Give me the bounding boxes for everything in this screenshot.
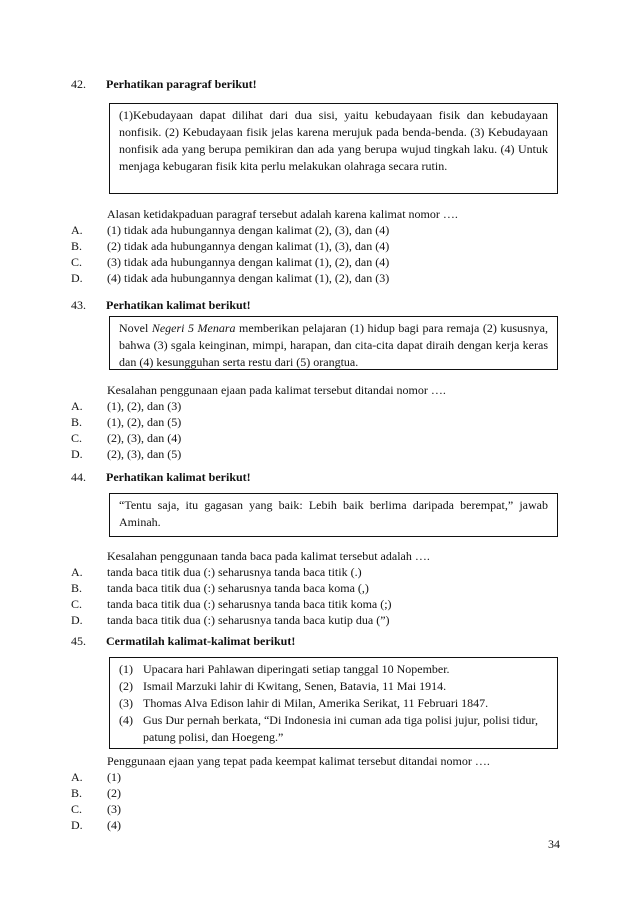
question-number: 43. [71, 298, 86, 312]
option-text: tanda baca titik dua (:) seharusnya tanda baca koma (,) [107, 581, 369, 595]
option-text: (4) [107, 818, 121, 832]
question-number: 42. [71, 77, 86, 91]
option-text: (1), (2), dan (5) [107, 415, 182, 429]
option-text: (1) tidak ada hubungannya dengan kalimat (2), (3), dan (4) [107, 223, 390, 237]
option-letter: C. [71, 255, 83, 269]
paragraph-text: (1)Kebudayaan dapat dilihat dari dua sisi, yaitu kebudayaan fisik dan kebudayaan nonfisik. (2) Kebudayaan fisik jelas karena merujuk pada benda-benda. (3) Kebudayaan nonfisik ada yang berupa pemikiran dan ada yang berupa wujud tingkah laku. (4) Untuk menjaga kebugaran fisik kita perlu melakukan olahraga secara rutin. [119, 108, 548, 173]
question-heading: Perhatikan kalimat berikut! [106, 470, 251, 484]
paragraph-box [109, 103, 558, 194]
option-text: (2) [107, 786, 121, 800]
option-letter: B. [71, 581, 83, 595]
option-text: (3) tidak ada hubungannya dengan kalimat (1), (2), dan (4) [107, 255, 390, 269]
option-letter: B. [71, 786, 83, 800]
question-number: 45. [71, 634, 86, 648]
item-text: Upacara hari Pahlawan diperingati setiap tanggal 10 Nopember. [143, 662, 450, 676]
sentence-list-box [109, 657, 558, 749]
item-text: Thomas Alva Edison lahir di Milan, Amerika Serikat, 11 Februari 1847. [143, 696, 489, 710]
sentence-list [119, 661, 548, 746]
option-letter: A. [71, 223, 83, 237]
option-letter: D. [71, 818, 83, 832]
list-item [119, 695, 548, 712]
question-prompt: Kesalahan penggunaan tanda baca pada kalimat tersebut adalah …. [107, 549, 430, 563]
option-letter: D. [71, 447, 83, 461]
option-letter: A. [71, 770, 83, 784]
option-text: (2) tidak ada hubungannya dengan kalimat (1), (3), dan (4) [107, 239, 390, 253]
option-text: tanda baca titik dua (:) seharusnya tanda baca kutip dua (”) [107, 613, 390, 627]
option-text: tanda baca titik dua (:) seharusnya tanda baca titik koma (;) [107, 597, 392, 611]
option-letter: D. [71, 613, 83, 627]
option-text: (2), (3), dan (4) [107, 431, 182, 445]
novel-title: Negeri 5 Menara [151, 321, 236, 335]
question-prompt: Alasan ketidakpaduan paragraf tersebut adalah karena kalimat nomor …. [107, 207, 458, 221]
sentence-box [109, 493, 558, 537]
page-number: 34 [548, 837, 560, 851]
option-letter: C. [71, 431, 83, 445]
option-letter: C. [71, 802, 83, 816]
sentence-text: “Tentu saja, itu gagasan yang baik: Lebih baik berlima daripada berempat,” jawab Aminah. [119, 498, 548, 529]
option-text: (1), (2), dan (3) [107, 399, 182, 413]
option-text: (4) tidak ada hubungannya dengan kalimat (1), (2), dan (3) [107, 271, 390, 285]
question-number: 44. [71, 470, 86, 484]
question-heading: Perhatikan kalimat berikut! [106, 298, 251, 312]
option-text: tanda baca titik dua (:) seharusnya tanda baca titik (.) [107, 565, 362, 579]
item-number: (1) [119, 662, 133, 676]
option-letter: B. [71, 239, 83, 253]
question-prompt: Kesalahan penggunaan ejaan pada kalimat tersebut ditandai nomor …. [107, 383, 446, 397]
item-text: Ismail Marzuki lahir di Kwitang, Senen, Batavia, 11 Mai 1914. [143, 679, 447, 693]
item-number: (3) [119, 696, 133, 710]
list-item [119, 712, 548, 746]
list-item [119, 661, 548, 678]
question-heading: Perhatikan paragraf berikut! [106, 77, 257, 91]
item-number: (2) [119, 679, 133, 693]
option-letter: D. [71, 271, 83, 285]
option-text: (1) [107, 770, 121, 784]
item-number: (4) [119, 713, 133, 727]
sentence-text-rest: memberikan pelajaran (1) hidup bagi para remaja (2) kususnya, bahwa (3) sgala keinginan, mimpi, harapan, dan cita-cita dapat diraih dengan kerja keras dan (4) kesungguhan serta restu dari (5) orangtua. [119, 321, 549, 369]
option-text: (3) [107, 802, 121, 816]
option-letter: A. [71, 565, 83, 579]
option-letter: A. [71, 399, 83, 413]
question-heading: Cermatilah kalimat-kalimat berikut! [106, 634, 296, 648]
sentence-box [109, 316, 558, 370]
sentence-text-start: Novel [119, 321, 152, 335]
option-letter: C. [71, 597, 83, 611]
item-text: Gus Dur pernah berkata, “Di Indonesia ini cuman ada tiga polisi jujur, polisi tidur, patung polisi, dan Hoegeng.” [143, 713, 538, 744]
option-text: (2), (3), dan (5) [107, 447, 182, 461]
question-prompt: Penggunaan ejaan yang tepat pada keempat kalimat tersebut ditandai nomor …. [107, 754, 490, 768]
option-letter: B. [71, 415, 83, 429]
list-item [119, 678, 548, 695]
